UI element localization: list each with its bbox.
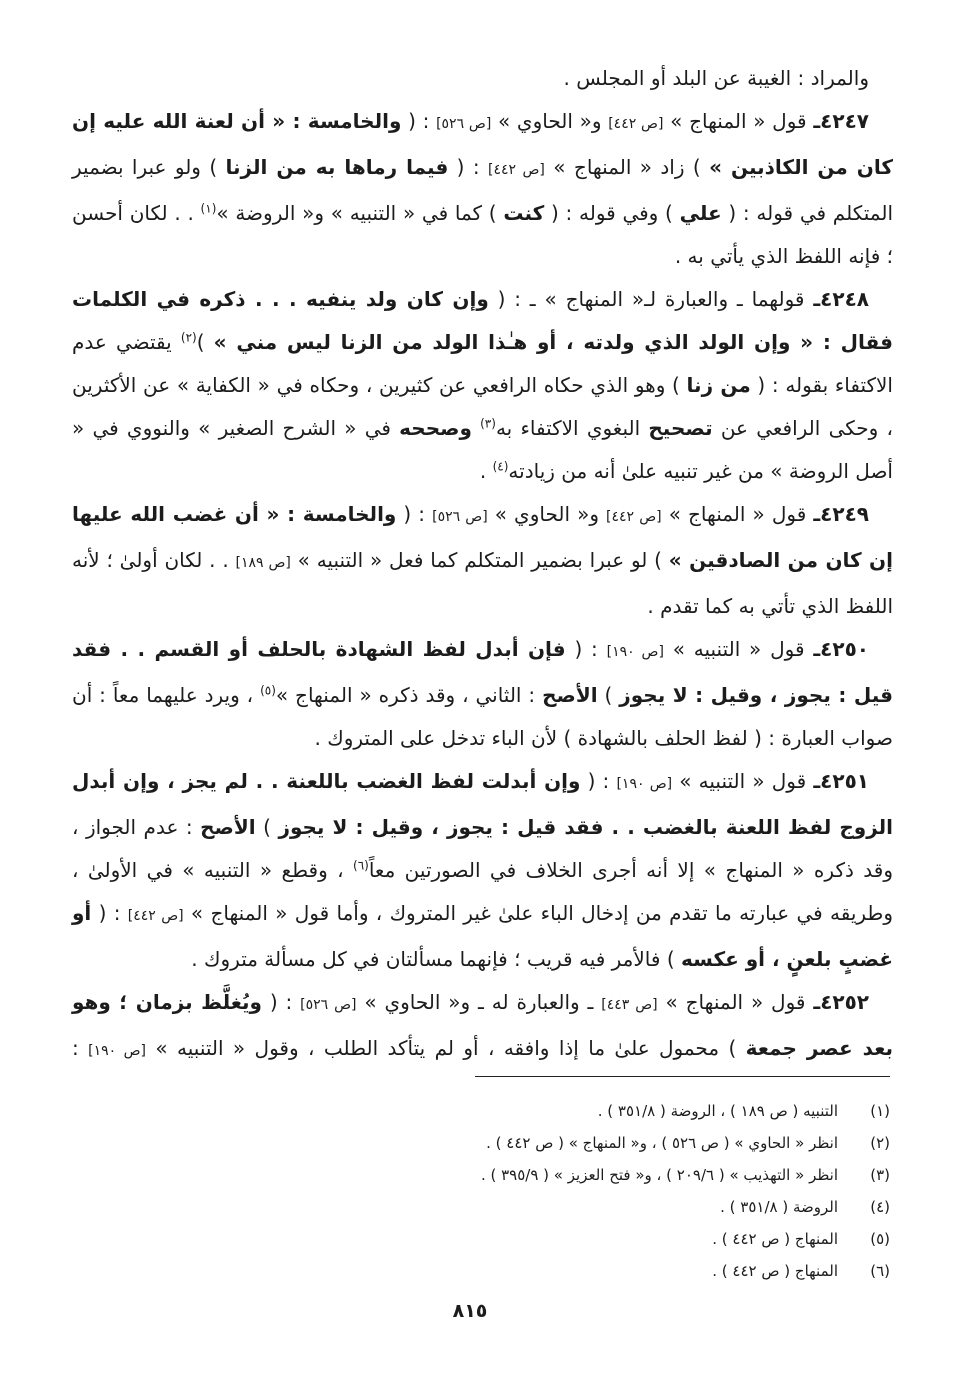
page-number: ٨١٥ [452, 1300, 488, 1322]
page-reference: [ص ٤٤٣] [601, 997, 658, 1013]
page-reference: [ص ٤٤٢] [127, 908, 184, 924]
text-run: : ( [91, 901, 128, 925]
footnote-text: الروضة ( ٣٥١/٨ ) . [720, 1198, 838, 1216]
page-reference: [ص ٥٢٦] [300, 997, 357, 1013]
text-run: يقتضي عدم الاكتفاء بقوله : ( [72, 330, 893, 397]
bold-text: علي [679, 201, 722, 225]
text-run: : ( [565, 637, 607, 661]
text-run: ) لو عبرا بضمير المتكلم كما فعل « التنبيه » [290, 548, 669, 572]
bold-text: ٤٢٤٧ـ [813, 109, 869, 133]
text-run: : الثاني ، وقد ذكره « المنهاج » [275, 683, 543, 707]
footnote-number: (٤) [870, 1198, 890, 1216]
paragraph [72, 760, 893, 981]
text-run: . . لكان أحسن ؛ فإنه اللفظ الذي يأتي به . [72, 201, 893, 268]
page-reference: [ص ٤٤٢] [488, 162, 545, 178]
footnote-text: انظر « التهذيب » ( ٢٠٩/٦ ) ، و« فتح العزيز » ( ٣٩٥/٩ ) . [480, 1166, 838, 1184]
text-run: ) وفي قوله : ( [544, 201, 680, 225]
text-run: ـ والعبارة له ـ و« الحاوي » [356, 990, 602, 1014]
footnote-separator [475, 1076, 890, 1077]
bold-text: ٤٢٥٢ـ [813, 990, 870, 1014]
text-run: . [479, 459, 493, 483]
text-run: قول « التنبيه » [672, 769, 814, 793]
footnote-number: (٢) [870, 1134, 890, 1152]
text-run: قول « المنهاج » [661, 502, 814, 526]
footnote [370, 1127, 890, 1159]
bold-text: من زنا [686, 373, 751, 397]
bold-text: ٤٢٤٩ـ [813, 502, 869, 526]
text-run: ، ويرد عليهما معاً : أن صواب العبارة : ( لفظ الحلف بالشهادة ) لأن الباء تدخل على المتروك . [72, 683, 893, 750]
page-reference: [ص ٥٢٦] [436, 116, 492, 132]
bold-text: وإن كان ولد ينفيه . . . ذكره في الكلمات فقال : « وإن الولد الذي ولدته ، أو هـٰذا الولد من الزنا ليس مني » [72, 287, 893, 354]
footnote-text: المنهاج ( ص ٤٤٢ ) . [712, 1262, 838, 1280]
text-run: ، وقطع « التنبيه » في الأولىٰ ، وطريقه في عبارته ما تقدم من إدخال الباء علىٰ غير المتروك ، وأما قول « المنهاج » [72, 858, 893, 925]
bold-text: ٤٢٥١ـ [813, 769, 869, 793]
page-reference: [ص ١٨٩] [235, 555, 291, 571]
bold-text: الأصح [200, 815, 256, 839]
text-run: . . لكان أولىٰ ؛ لأنه اللفظ الذي تأتي به كما تقدم . [72, 548, 893, 618]
footnote-text: المنهاج ( ص ٤٤٢ ) . [712, 1230, 838, 1248]
page-reference: [ص ١٩٠] [606, 644, 664, 660]
paragraph [72, 628, 893, 760]
paragraph-continuation [72, 57, 893, 100]
footnotes-list [370, 1095, 890, 1287]
paragraph [72, 493, 893, 628]
text-run: : ( [580, 769, 617, 793]
text-run: و« الحاوي » [491, 109, 609, 133]
bold-text: تصحيح [648, 416, 713, 440]
text-run: : ( [448, 155, 488, 179]
text-run: ) [255, 815, 279, 839]
bold-text: فإن أبدل لفظ الشهادة بالحلف أو القسم . . فقد قيل : يجوز ، وقيل : لا يجوز [72, 637, 894, 707]
page-reference: [ص ١٩٠] [88, 1043, 147, 1059]
body-text [72, 57, 893, 1073]
text-run: : [72, 1036, 89, 1060]
footnote-ref: (٦) [353, 858, 369, 873]
bold-text: والخامسة : « أن لعنة الله عليه إن كان من الكاذبين » [72, 109, 893, 179]
page-reference: [ص ١٩٠] [616, 776, 673, 792]
bold-text: أو غضبٍ بلعنٍ ، أو عكسه [72, 901, 893, 971]
footnote [370, 1095, 890, 1127]
bold-text: كنت [503, 201, 545, 225]
footnote-number: (٦) [870, 1262, 890, 1280]
page-reference: [ص ٤٤٢] [606, 509, 662, 525]
paragraph [72, 100, 893, 278]
footnote [370, 1223, 890, 1255]
footnote-text: انظر « الحاوي » ( ص ٥٢٦ ) ، و« المنهاج » ( ص ٤٤٢ ) . [486, 1134, 838, 1152]
footnote [370, 1191, 890, 1223]
footnote-ref: (٣) [480, 416, 496, 431]
paragraph [72, 278, 893, 493]
bold-text: فيما رماها به من الزنا [225, 155, 449, 179]
page-reference: [ص ٤٤٢] [608, 116, 664, 132]
bold-text: ٤٢٤٨ـ [813, 287, 869, 311]
page-reference: [ص ٥٢٦] [432, 509, 488, 525]
footnote-number: (٥) [870, 1230, 890, 1248]
footnote-ref: (٥) [260, 683, 276, 698]
bold-text: وصححه [399, 416, 472, 440]
text-run: و« الحاوي » [487, 502, 607, 526]
text-run: قول « المنهاج » [657, 990, 814, 1014]
text-run [472, 416, 480, 440]
text-run: ) زاد « المنهاج » [544, 155, 710, 179]
text-run: ) [196, 330, 214, 354]
footnote-ref: (١) [200, 201, 217, 216]
text-run: قول « التنبيه » [663, 637, 814, 661]
text-run: : ( [261, 990, 301, 1014]
text-run: البغوي الاكتفاء به [495, 416, 649, 440]
text-run: ) فالأمر فيه قريب ؛ فإنهما مسألتان في كل مسألة متروك . [191, 947, 681, 971]
bold-text: ويُغلَّظ بزمان ؛ وهو بعد عصر جمعة [72, 990, 893, 1060]
paragraph [72, 981, 893, 1073]
footnote-ref: (٤) [492, 459, 509, 474]
footnote-number: (٣) [870, 1166, 890, 1184]
bold-text: ٤٢٥٠ـ [813, 637, 869, 661]
text-run: قول « المنهاج » [663, 109, 814, 133]
text-run: والمراد : الغيبة عن البلد أو المجلس . [563, 66, 869, 90]
footnote [370, 1159, 890, 1191]
text-run: ) [597, 683, 620, 707]
text-run: في « الشرح الصغير » والنووي في « أصل الروضة » من غير تنبيه علىٰ أنه من زيادته [72, 416, 893, 483]
text-run: ) محمول علىٰ ما إذا وافقه ، أو لم يتأكد الطلب ، وقول « التنبيه » [146, 1036, 746, 1060]
text-run: ) ولو عبرا بضمير المتكلم في قوله : ( [72, 155, 894, 225]
bold-text: والخامسة : « أن غضب الله عليها إن كان من الصادقين » [72, 502, 893, 572]
footnote-ref: (٢) [180, 330, 197, 345]
text-run: ) وهو الذي حكاه الرافعي عن كثيرين ، وحكاه في « الكفاية » عن الأكثرين ، وحكى الرافعي عن [72, 373, 893, 440]
text-run: : ( [401, 109, 437, 133]
footnote-number: (١) [870, 1102, 890, 1120]
text-run: : ( [396, 502, 433, 526]
text-run: قولهما ـ والعبارة لـ« المنهاج » ـ : ( [488, 287, 814, 311]
bold-text: الأصح [542, 683, 598, 707]
bold-text: وإن أبدلت لفظ الغضب باللعنة . . لم يجز ، وإن أبدل الزوج لفظ اللعنة بالغضب . . فقد قيل : يجوز ، وقيل : لا يجوز [72, 769, 894, 839]
text-run: ) كما في « التنبيه » و« الروضة » [216, 201, 504, 225]
footnote-text: التنبيه ( ص ١٨٩ ) ، الروضة ( ٣٥١/٨ ) . [597, 1102, 838, 1120]
text-run: : عدم الجواز ، وقد ذكره « المنهاج » إلا أنه أجرى الخلاف في الصورتين معاً [72, 815, 893, 882]
footnote [370, 1255, 890, 1287]
